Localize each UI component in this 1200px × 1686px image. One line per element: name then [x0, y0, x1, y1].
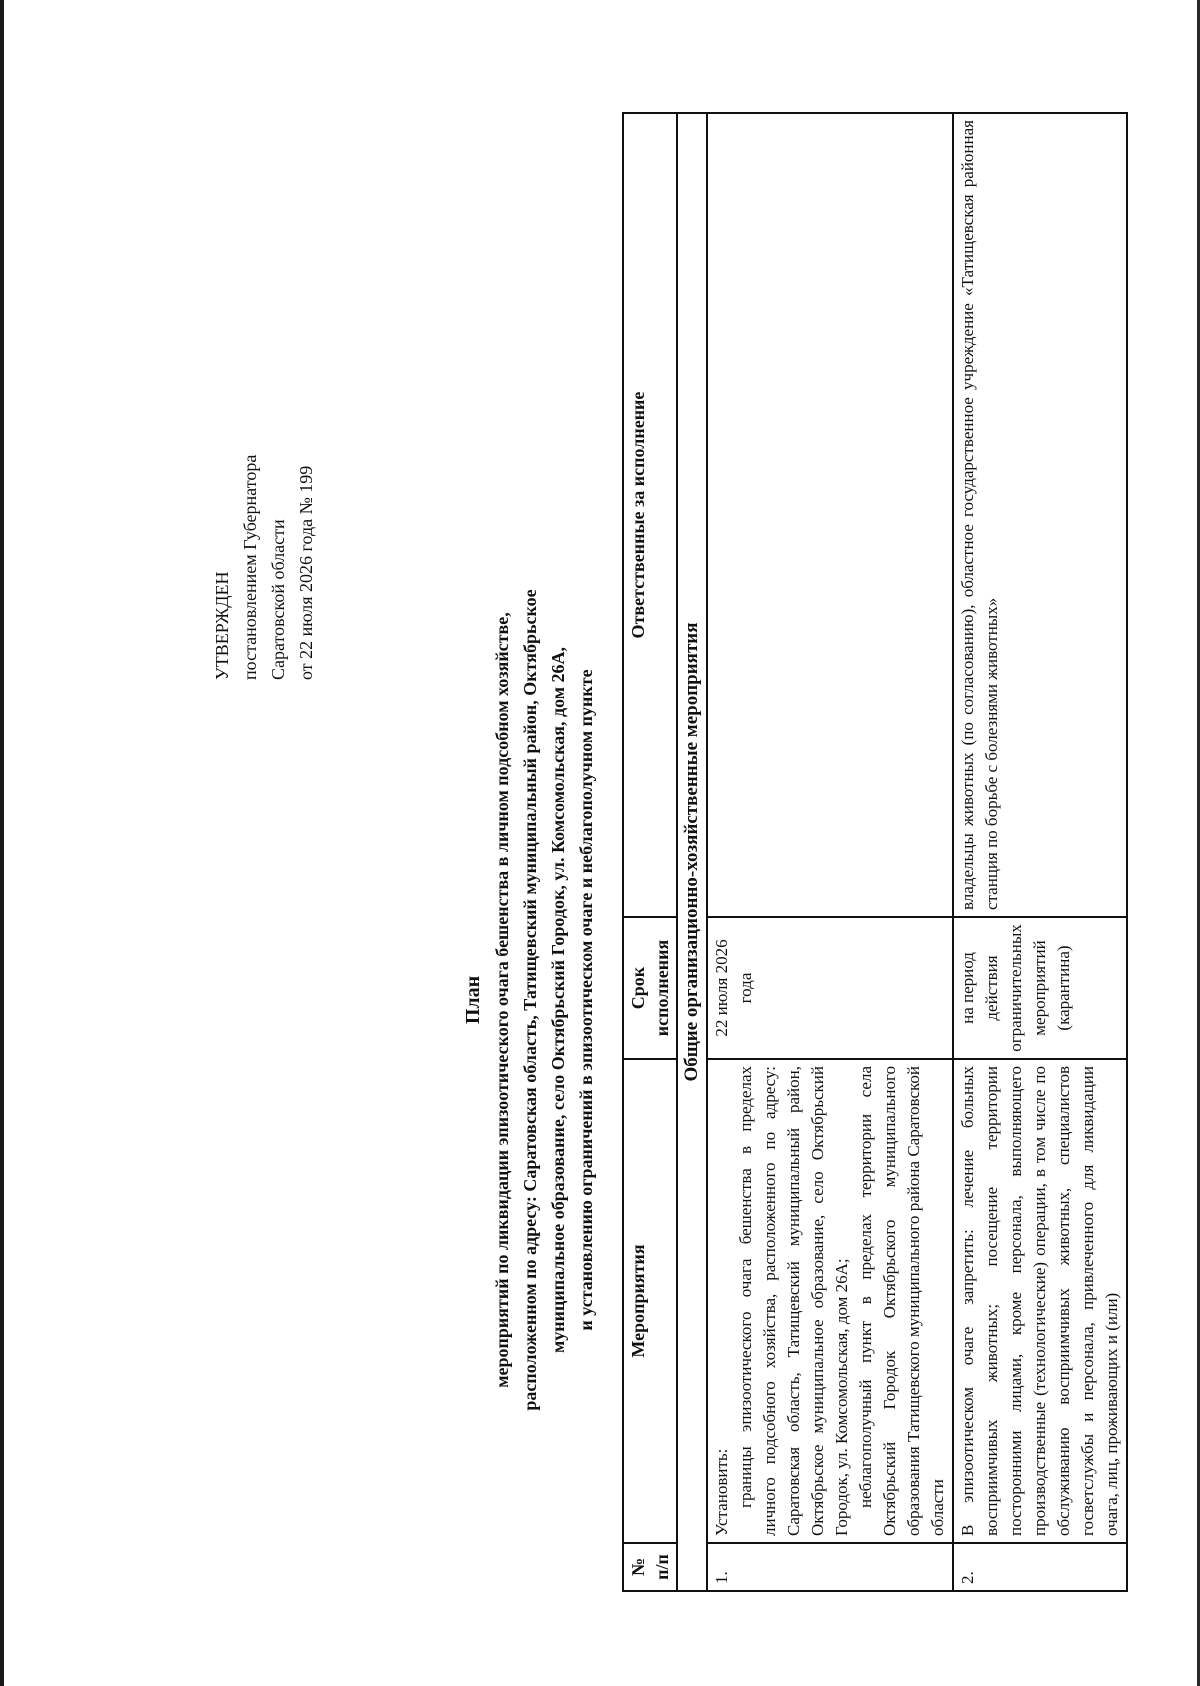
plan-subtitle-line: муниципальное образование, село Октябрьский Городок, ул. Комсомольская, дом 26А,: [548, 647, 568, 1353]
row-term: на период действия ограничительных мероприятий (карантина): [953, 917, 1127, 1059]
header-event: Мероприятия: [623, 1059, 677, 1543]
row-event: [707, 1059, 953, 1543]
approval-stamp-block: [208, 260, 320, 680]
row-num: 2.: [953, 1543, 1127, 1591]
header-num: № п/п: [623, 1543, 677, 1591]
plan-heading: [458, 350, 600, 1650]
row-event-paragraph: неблагополучный пункт в пределах территории села Октябрьский Городок Октябрьского муниципального образования Татищевского муниципального района Саратовской области: [856, 1066, 947, 1536]
approval-title: УТВЕРЖДЕН: [212, 571, 232, 680]
row-responsible: владельцы животных (по согласованию), областное государственное учреждение «Татищевская районная станция по борьбе с болезнями животных»: [953, 113, 1127, 917]
row-event-intro: Установить:: [712, 1448, 731, 1536]
row-event-paragraph: границы эпизоотического очага бешенства в пределах личного подсобного хозяйства, расположенного по адресу: Саратовская область, Татищевский муниципальный район, Октябрьское муниципальное образование, село Октябрьский Городок, ул. Комсомольская, дом 26А;: [736, 1066, 851, 1536]
table-row: [953, 113, 1127, 1591]
row-num: 1.: [707, 1543, 953, 1591]
section-row: [677, 113, 707, 1591]
plan-subtitle-line: расположенном по адресу: Саратовская область, Татищевский муниципальный район, Октябрьское: [520, 589, 540, 1411]
header-term: Срок исполнения: [623, 917, 677, 1059]
row-event: В эпизоотическом очаге запретить: лечение больных восприимчивых животных; посещение территории посторонними лицами, кроме персонала, выполняющего производственные (технологические) операции, в том числе по обслуживанию восприимчивых животных, специалистов госветслужбы и персонала, привлеченного для ликвидации очага, лиц, проживающих и (или): [953, 1059, 1127, 1543]
plan-subtitle-line: мероприятий по ликвидации эпизоотического очага бешенства в личном подсобном хозяйстве,: [492, 612, 512, 1388]
plan-table: [622, 112, 1128, 1592]
plan-title: План: [462, 975, 484, 1025]
header-responsible: Ответственные за исполнение: [623, 113, 677, 917]
approval-line: постановлением Губернатора: [240, 454, 260, 680]
approval-line: Саратовской области: [268, 519, 288, 680]
row-responsible: [707, 113, 953, 917]
approval-date: от 22 июля 2026 года № 199: [296, 465, 316, 680]
scan-edge-left: [0, 0, 4, 1686]
document-rotated: [40, 50, 1200, 1650]
table-row: [707, 113, 953, 1591]
plan-subtitle-line: и установлению ограничений в эпизоотическом очаге и неблагополучном пункте: [576, 669, 596, 1331]
table-header-row: [623, 113, 677, 1591]
row-term: 22 июля 2026 года: [707, 917, 953, 1059]
section-title: Общие организационно-хозяйственные мероприятия: [677, 113, 707, 1591]
